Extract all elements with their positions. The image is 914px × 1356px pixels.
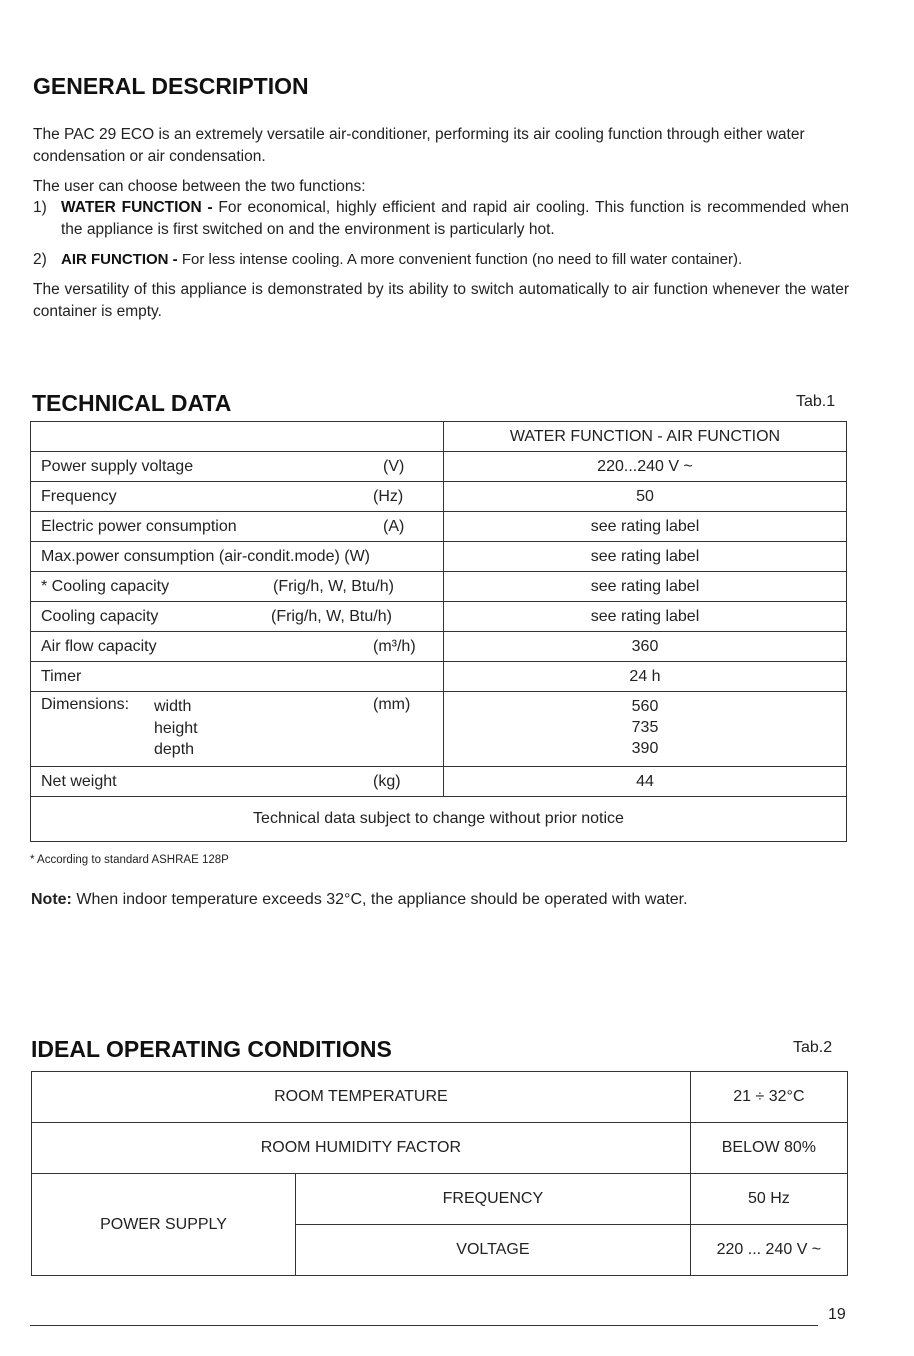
row-label: Electric power consumption: [41, 517, 237, 535]
ideal-conditions-table: [31, 1071, 848, 1276]
note-label: Note:: [31, 891, 72, 908]
footer-rule: [30, 1325, 818, 1326]
row-unit: (Frig/h, W, Btu/h): [273, 577, 394, 595]
row-unit: (Frig/h, W, Btu/h): [271, 607, 392, 625]
row-label: Power supply voltage: [41, 457, 194, 475]
note-paragraph: [31, 891, 688, 909]
net-weight-label: Net weight: [41, 772, 117, 790]
humidity-label: ROOM HUMIDITY FACTOR: [32, 1123, 691, 1174]
table-row: [31, 572, 847, 602]
air-function-item: [33, 249, 849, 271]
depth-label: depth: [154, 741, 195, 758]
table-row: [32, 1072, 848, 1123]
column-header: WATER FUNCTION - AIR FUNCTION: [444, 422, 847, 452]
table-row: [32, 1174, 848, 1225]
item2-number: 2): [33, 251, 47, 268]
table-row: [31, 767, 847, 797]
tab1-reference: Tab.1: [796, 393, 836, 410]
frequency-value: 50 Hz: [690, 1174, 847, 1225]
ashrae-footnote: * According to standard ASHRAE 128P: [30, 854, 229, 866]
dimensions-unit: (mm): [373, 696, 411, 713]
choose-paragraph: The user can choose between the two functions:: [33, 178, 366, 195]
power-supply-label: POWER SUPPLY: [32, 1174, 296, 1276]
item1-number: 1): [33, 199, 47, 216]
row-value: see rating label: [444, 602, 847, 632]
table-footer-note: Technical data subject to change without prior notice: [31, 797, 847, 842]
width-label: width: [154, 698, 192, 715]
row-value: see rating label: [444, 542, 847, 572]
table-row: [31, 512, 847, 542]
row-value: 24 h: [444, 662, 847, 692]
voltage-value: 220 ... 240 V ~: [690, 1225, 847, 1276]
general-description-heading: GENERAL DESCRIPTION: [33, 73, 309, 99]
intro-paragraph: The PAC 29 ECO is an extremely versatile air-conditioner, performing its air cooling function through either water condensation or air condensation.: [33, 126, 805, 165]
row-label: Max.power consumption (air-condit.mode) (W): [41, 547, 370, 565]
row-value: see rating label: [444, 572, 847, 602]
dimensions-row: [31, 692, 847, 767]
versatility-paragraph: The versatility of this appliance is demonstrated by its ability to switch automatically to air function whenever the water container is empty.: [33, 281, 849, 320]
humidity-value: BELOW 80%: [690, 1123, 847, 1174]
row-value: 360: [444, 632, 847, 662]
height-label: height: [154, 719, 198, 737]
water-function-text: For economical, highly efficient and rapid air cooling. This function is recommended when the appliance is first switched on and the environment is particularly hot.: [61, 199, 849, 238]
table-row: [31, 602, 847, 632]
table-row: [31, 482, 847, 512]
technical-data-table: [30, 421, 847, 842]
table-footer-row: [31, 797, 847, 842]
water-function-label: WATER FUNCTION -: [61, 199, 213, 216]
frequency-label: FREQUENCY: [296, 1174, 691, 1225]
voltage-label: VOLTAGE: [296, 1225, 691, 1276]
air-function-label: AIR FUNCTION -: [61, 251, 178, 268]
room-temperature-label: ROOM TEMPERATURE: [32, 1072, 691, 1123]
table-row: [31, 662, 847, 692]
table-row: [31, 452, 847, 482]
table-row: [31, 542, 847, 572]
row-value: 220...240 V ~: [444, 452, 847, 482]
row-unit: (V): [383, 457, 405, 475]
height-value: 735: [631, 719, 659, 736]
technical-data-heading: TECHNICAL DATA: [32, 390, 232, 416]
tab2-reference: Tab.2: [793, 1039, 833, 1056]
net-weight-value: 44: [444, 767, 847, 797]
row-value: see rating label: [444, 512, 847, 542]
row-label: Air flow capacity: [41, 637, 157, 655]
row-value: 50: [444, 482, 847, 512]
row-label: Cooling capacity: [41, 607, 159, 625]
row-label: Frequency: [41, 487, 117, 505]
row-unit: (A): [383, 517, 405, 535]
row-unit: (Hz): [373, 487, 404, 505]
note-text: When indoor temperature exceeds 32°C, the appliance should be operated with water.: [76, 891, 688, 908]
table-row: [32, 1123, 848, 1174]
row-label: * Cooling capacity: [41, 577, 170, 595]
table-header-row: [31, 422, 847, 452]
header-blank-cell: [31, 422, 444, 452]
room-temperature-value: 21 ÷ 32°C: [690, 1072, 847, 1123]
water-function-item: [33, 197, 849, 241]
table-row: [31, 632, 847, 662]
width-value: 560: [631, 698, 659, 715]
air-function-text: For less intense cooling. A more convenient function (no need to fill water container).: [181, 251, 743, 268]
net-weight-unit: (kg): [373, 772, 401, 790]
page-number: 19: [828, 1306, 846, 1323]
row-label: Timer: [41, 667, 82, 685]
row-unit: (m³/h): [373, 637, 416, 655]
depth-value: 390: [631, 740, 659, 757]
dimensions-label: Dimensions:: [41, 696, 130, 713]
ideal-conditions-heading: IDEAL OPERATING CONDITIONS: [31, 1036, 392, 1062]
